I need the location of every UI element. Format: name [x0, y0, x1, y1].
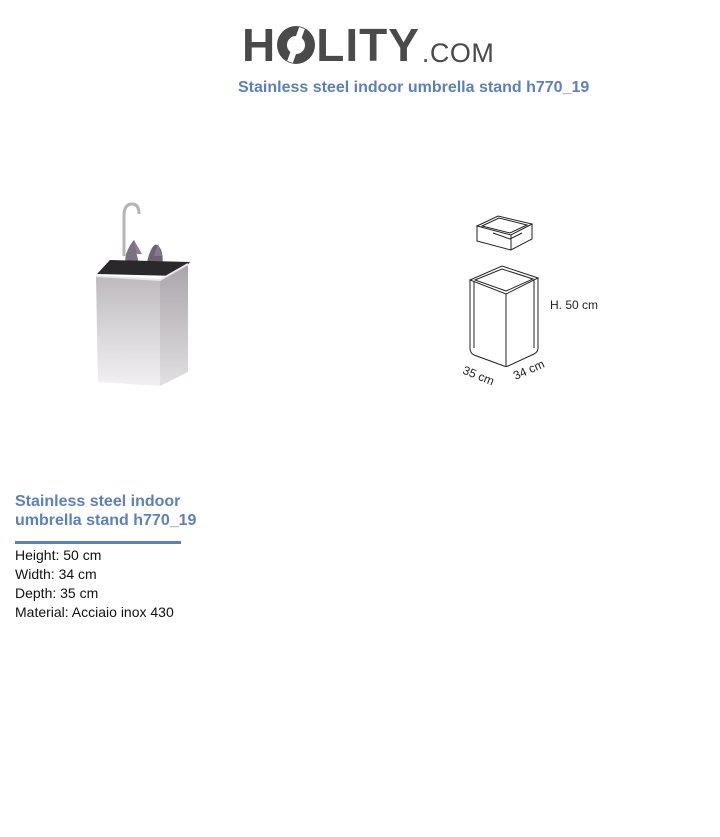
- heading-divider: [15, 541, 181, 544]
- product-photo: [90, 196, 200, 392]
- brand-logo[interactable]: [242, 12, 495, 71]
- logo-o-icon: [276, 22, 316, 68]
- page-title: Stainless steel indoor umbrella stand h770_19: [238, 79, 590, 96]
- product-heading: [15, 492, 215, 530]
- spec-height: Height: 50 cm: [15, 547, 102, 563]
- spec-width: Width: 34 cm: [15, 566, 97, 582]
- product-heading-line1: Stainless steel indoor: [15, 493, 181, 510]
- drawing-label-width: 34 cm: [511, 356, 547, 383]
- spec-depth: Depth: 35 cm: [15, 585, 99, 601]
- drawing-label-height: H. 50 cm: [550, 298, 599, 312]
- logo-com: .COM: [421, 38, 495, 68]
- product-heading-line2: umbrella stand h770_19: [15, 512, 197, 529]
- spec-material: Material: Acciaio inox 430: [15, 604, 174, 620]
- spec-list: [15, 546, 174, 622]
- logo-letter-h: H: [242, 19, 277, 71]
- drawing-label-depth: 35 cm: [460, 363, 497, 389]
- logo-word: LITY: [316, 19, 420, 71]
